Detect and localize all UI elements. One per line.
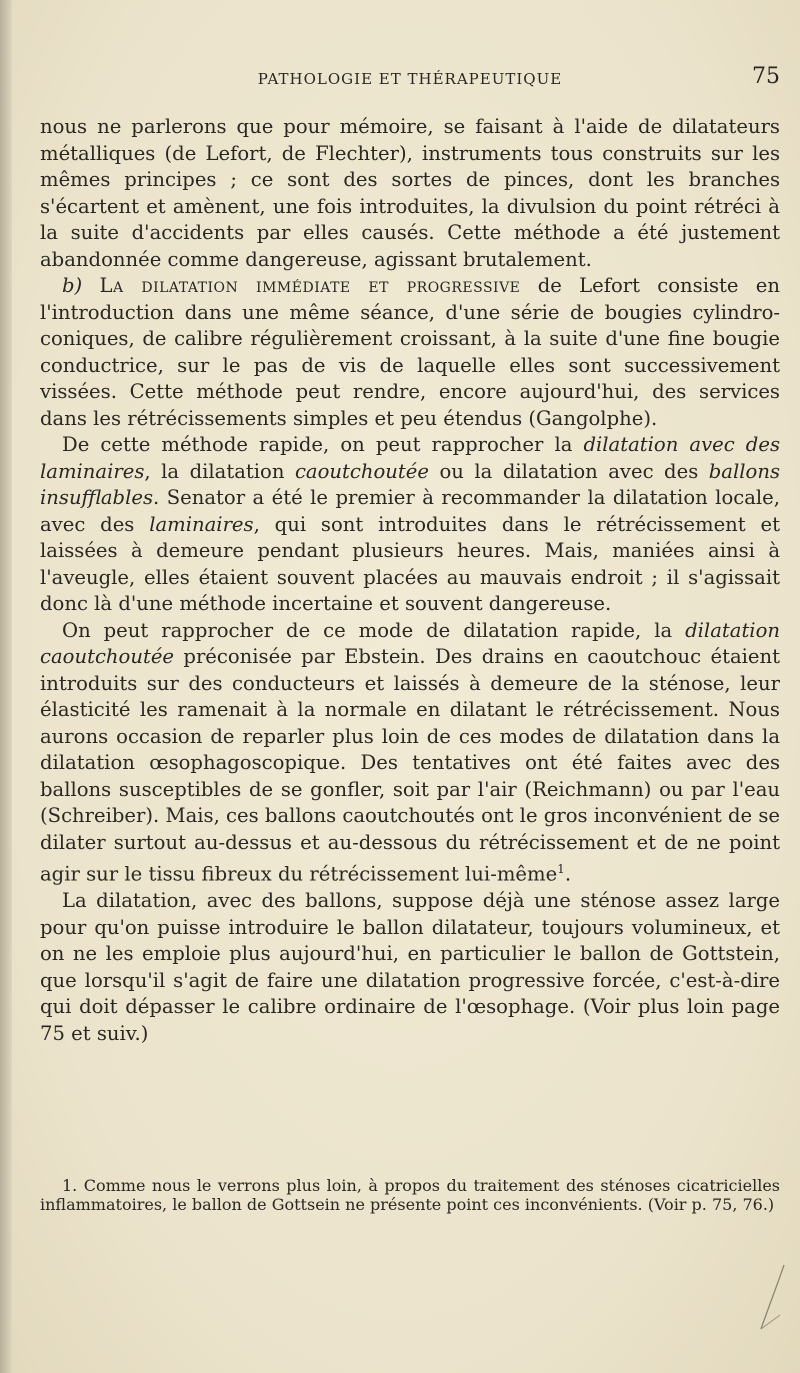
paragraph-3 [40, 432, 780, 618]
text-run: , qui sont introduites dans le rétrécissement et laissées à demeure pendant plusieurs heures. Mais, maniées ainsi à l'aveugle, elles étaient souvent placées au mauvais endroit ; il s'agissait donc là d'une méthode incertaine et souvent dangereuse. [40, 512, 780, 615]
italic-term: dilatation avec des laminaires [40, 433, 780, 483]
footnote-1 [40, 1176, 780, 1214]
running-head: PATHOLOGIE ET THÉRAPEUTIQUE [257, 70, 563, 88]
section-marker: b) [62, 274, 83, 297]
page-header [40, 62, 780, 92]
section-heading: La dilatation immédiate et progressive [99, 274, 521, 297]
italic-term: ballons insufflables [40, 459, 780, 509]
text-run: On peut rapprocher de ce mode de dilatation rapide, la [62, 618, 686, 642]
paragraph-2-text: de Lefort consiste en l'introduction dans une même séance, d'une série de bougies cylindro-coniques, de calibre régulièrement croissant, à la suite d'une fine bougie conductrice, sur le pas de vis de laquelle elles sont successivement vissées. Cette méthode peut rendre, encore aujourd'hui, des services dans les rétrécissements simples et peu étendus (Gangolphe). [40, 274, 780, 430]
italic-term: laminaires [149, 512, 254, 536]
text-run: , la dilatation [144, 459, 295, 483]
footnote-text: Comme nous le verrons plus loin, à propos du traitement des sténoses cicatricielles inflammatoires, le ballon de Gottsein ne présente point ces inconvénients. (Voir p. 75, 76.) [40, 1176, 780, 1214]
footnotes [40, 1176, 780, 1214]
paragraph-5: La dilatation, avec des ballons, suppose déjà une sténose assez large pour qu'on puisse introduire le ballon dilatateur, toujours volumineux, et on ne les emploie plus aujourd'hui, en particulier le ballon de Gottstein, que lorsqu'il s'agit de faire une dilatation progressive forcée, c'est-à-dire qui doit dépasser le calibre ordinaire de l'œsophage. (Voir plus loin page 75 et suiv.) [40, 889, 780, 1045]
paragraph-1: nous ne parlerons que pour mémoire, se faisant à l'aide de dilatateurs métalliques (de Lefort, de Flechter), instruments tous construits sur les mêmes principes ; ce sont des sortes de pinces, dont les branches s'écartent et amènent, une fois introduites, la divulsion du point rétréci à la suite d'accidents par elles causés. Cette méthode a été justement abandonnée comme dangereuse, agissant brutalement. [40, 115, 780, 271]
page-number: 75 [752, 64, 780, 89]
footnote-reference: 1 [557, 862, 565, 876]
page-body [40, 114, 780, 1047]
text-run: . Senator a été le premier à recommander la dilatation locale, avec des [40, 486, 780, 536]
italic-term: dilatation caoutchoutée [40, 618, 780, 668]
text-run: De cette méthode rapide, on peut rapprocher la [62, 433, 584, 456]
italic-term: caoutchoutée [294, 459, 429, 483]
footnote-number: 1. [62, 1176, 78, 1195]
paragraph-4 [40, 618, 780, 889]
text-run: ou la dilatation avec des [428, 459, 709, 483]
text-run: . [564, 862, 572, 886]
pencil-mark [758, 1263, 788, 1333]
paragraph-2 [40, 273, 780, 432]
page-binding-edge [0, 0, 12, 1373]
text-run: préconisée par Ebstein. Des drains en caoutchouc étaient introduits sur des conducteurs et laissés à demeure de la sténose, leur élasticité les ramenait à la normale en dilatant le rétrécissement. Nous aurons occasion de reparler plus loin de ces modes de dilatation dans la dilatation œsophagoscopique. Des tentatives ont été faites avec des ballons susceptibles de se gonfler, soit par l'air (Reichmann) ou par l'eau (Schreiber). Mais, ces ballons caoutchoutés ont le gros inconvénient de se dilater surtout au-dessus et au-dessous du rétrécissement et de ne point agir sur le tissu fibreux du rétrécissement lui-même [40, 645, 780, 886]
